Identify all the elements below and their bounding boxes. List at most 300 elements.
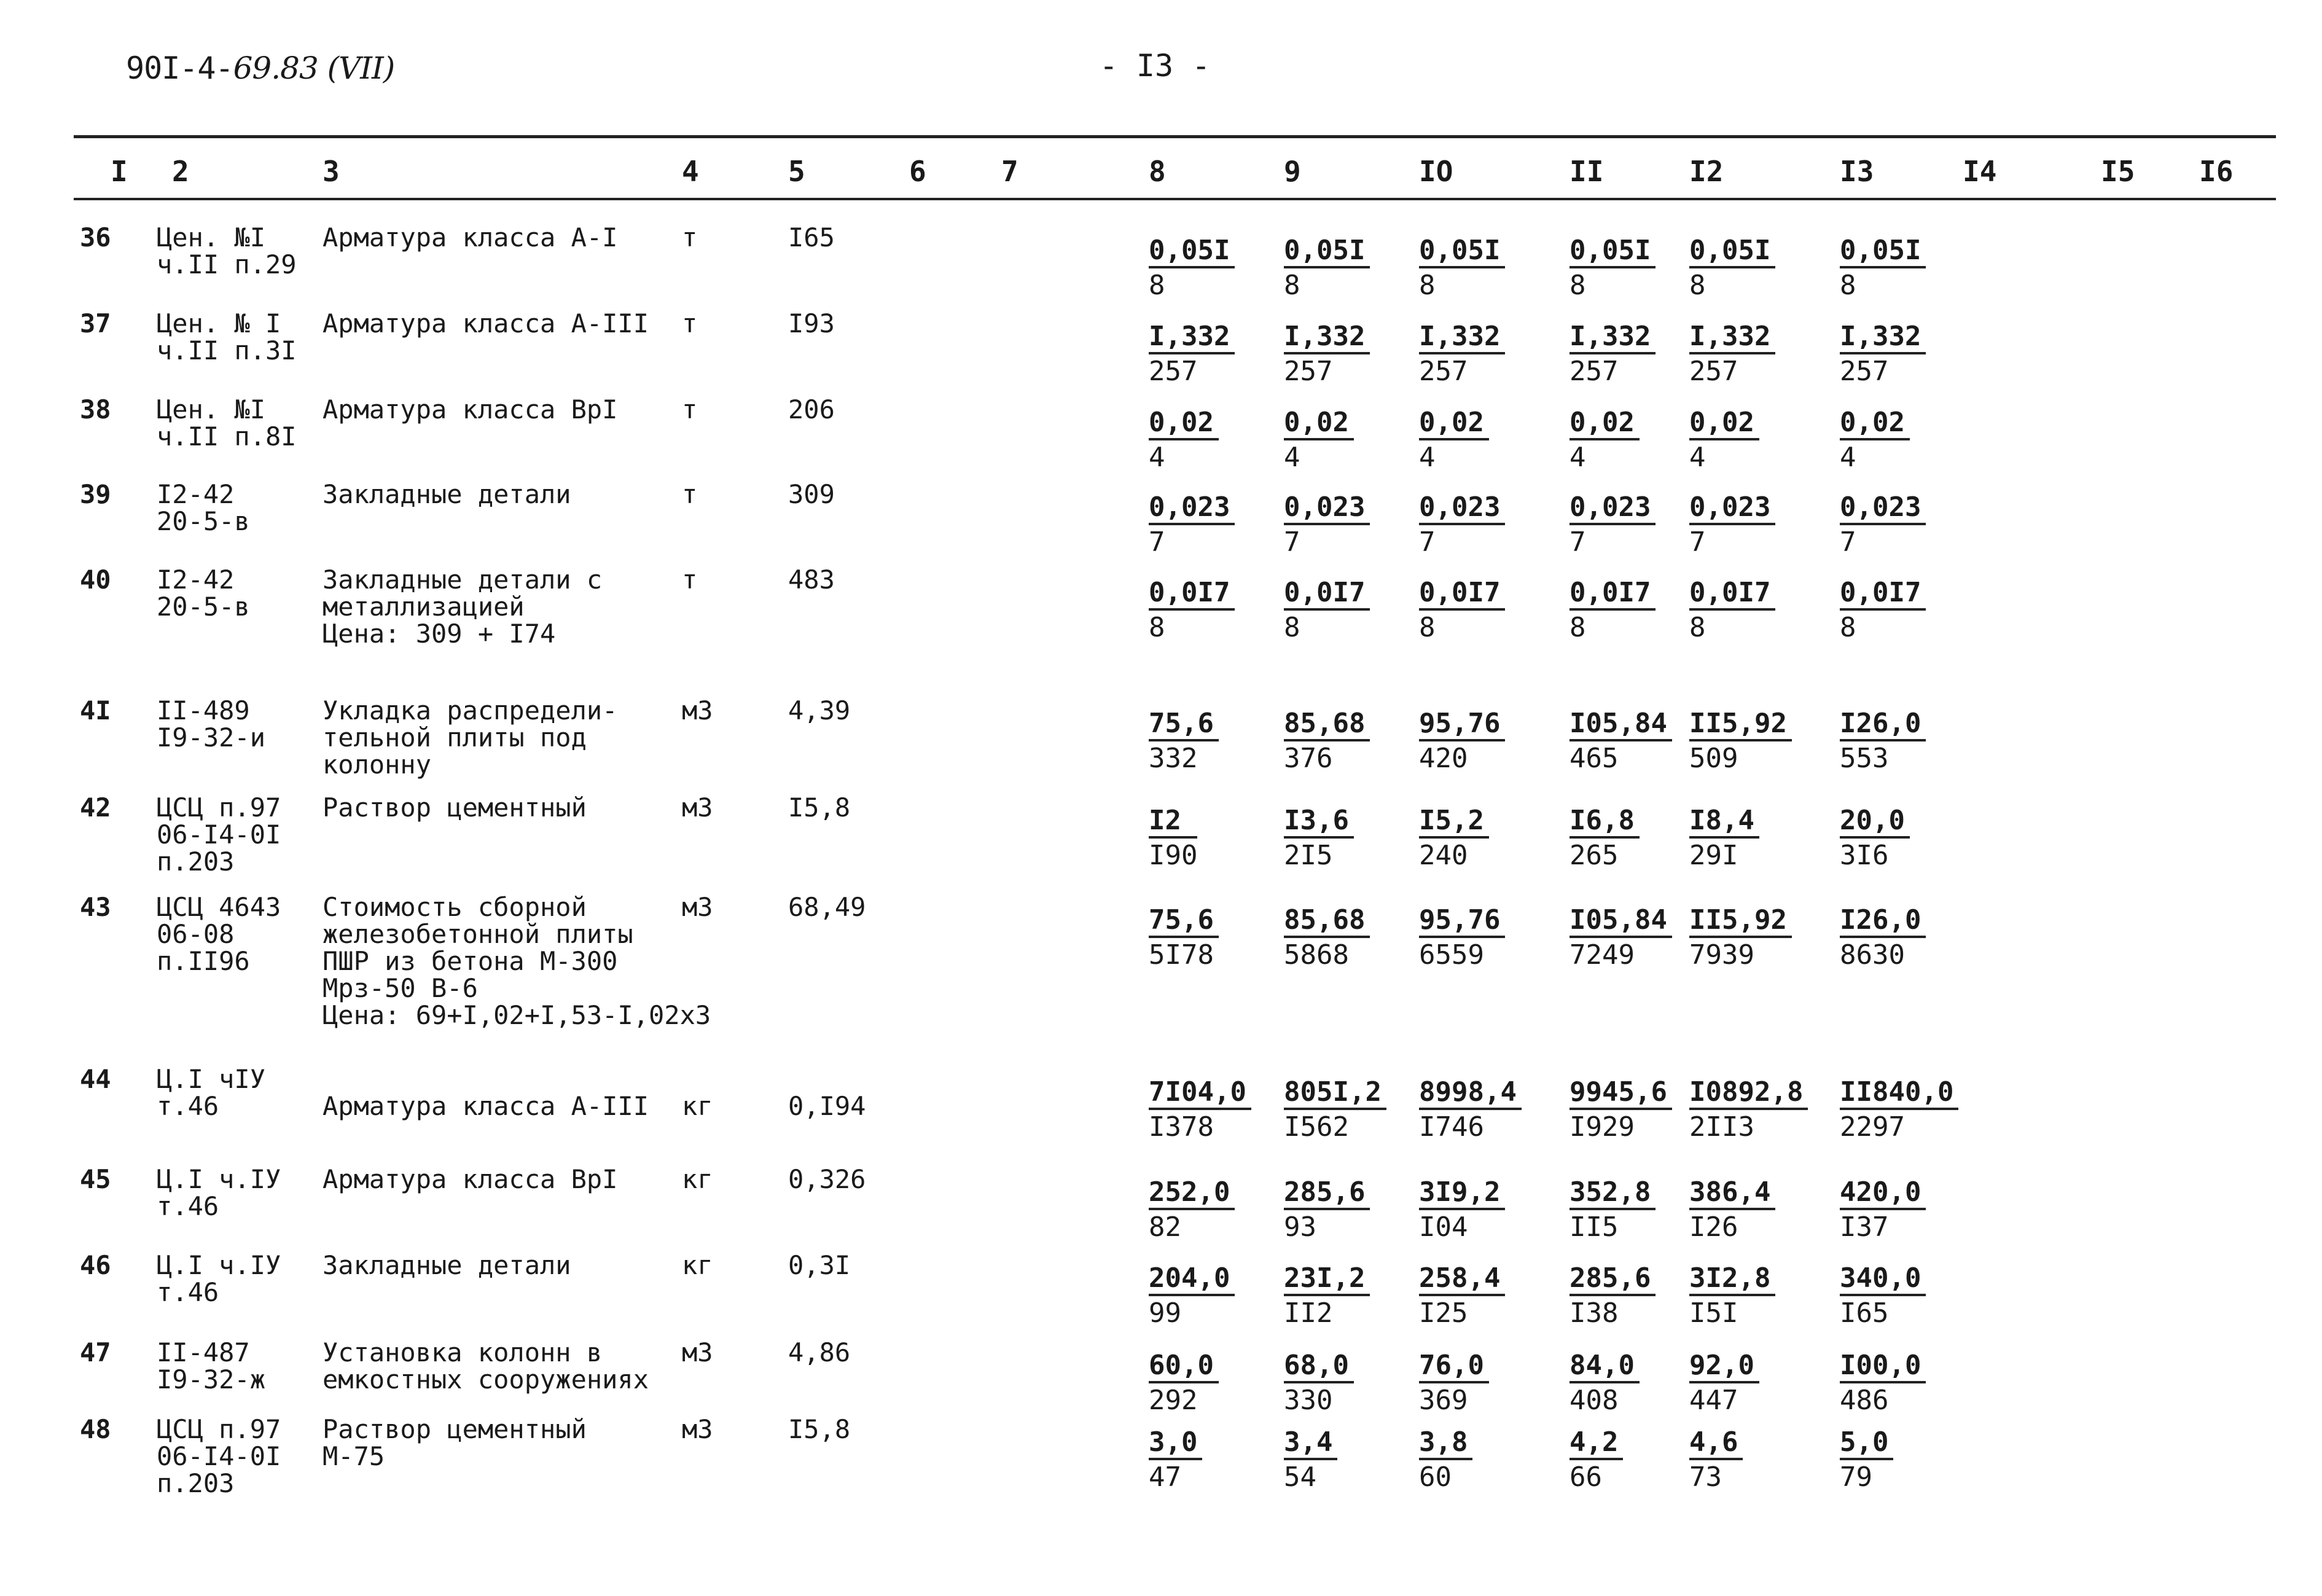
cost-value: I90 [1149, 840, 1198, 871]
cost-value: 93 [1284, 1211, 1316, 1243]
quantity-cost-cell [1419, 805, 1489, 873]
row-description: Арматура класса А-I [322, 222, 618, 252]
cost-value: 257 [1284, 356, 1333, 387]
cost-value: 7 [1149, 526, 1165, 558]
quantity-value: I26,0 [1840, 708, 1926, 741]
quantity-cost-cell [1689, 235, 1775, 303]
quantity-cost-cell [1284, 1427, 1337, 1495]
quantity-cost-cell [1419, 905, 1505, 972]
row-price: 206 [788, 394, 835, 424]
cost-value: I746 [1419, 1111, 1484, 1143]
cost-value: I562 [1284, 1111, 1349, 1143]
quantity-value: 0,0I7 [1570, 577, 1656, 611]
row-number: 43 [80, 892, 111, 922]
row-description: Закладные детали [322, 1250, 571, 1280]
quantity-value: 0,02 [1149, 407, 1219, 440]
quantity-cost-cell [1689, 407, 1759, 475]
row-unit: кг [682, 1091, 713, 1121]
quantity-value: 0,05I [1284, 235, 1370, 268]
quantity-value: 3I9,2 [1419, 1177, 1505, 1210]
cost-value: 8 [1284, 612, 1300, 643]
column-header: I4 [1963, 155, 1997, 188]
cost-value: 3I6 [1840, 840, 1889, 871]
quantity-value: 0,0I7 [1689, 577, 1775, 611]
row-price: 68,49 [788, 892, 866, 922]
quantity-value: II5,92 [1689, 905, 1792, 938]
cost-value: 4 [1840, 442, 1856, 473]
row-reference: I2-42 20-5-в [157, 565, 250, 622]
quantity-value: 3,0 [1149, 1427, 1202, 1460]
quantity-value: 0,02 [1840, 407, 1910, 440]
quantity-cost-cell [1284, 905, 1370, 972]
row-reference: Ц.I ч.IУ т.46 [157, 1250, 281, 1307]
quantity-cost-cell [1149, 1263, 1235, 1331]
quantity-cost-cell [1419, 1263, 1505, 1331]
row-number: 38 [80, 394, 111, 424]
cost-value: 257 [1840, 356, 1889, 387]
cost-value: II2 [1284, 1297, 1333, 1329]
column-header: 8 [1149, 155, 1166, 188]
quantity-cost-cell [1840, 321, 1926, 389]
row-reference: Цен. №I ч.II п.29 [157, 222, 297, 280]
cost-value: 8 [1689, 612, 1706, 643]
row-reference: Ц.I чIУ т.46 [157, 1064, 266, 1121]
column-header: I2 [1689, 155, 1724, 188]
cost-value: 8 [1149, 612, 1165, 643]
row-number: 44 [80, 1064, 111, 1094]
quantity-value: 0,02 [1419, 407, 1489, 440]
quantity-value: II840,0 [1840, 1077, 1958, 1110]
quantity-cost-cell [1840, 235, 1926, 303]
quantity-value: 0,05I [1419, 235, 1505, 268]
quantity-cost-cell [1689, 1077, 1808, 1144]
cost-value: 60 [1419, 1461, 1452, 1493]
quantity-value: 285,6 [1284, 1177, 1370, 1210]
quantity-value: 7I04,0 [1149, 1077, 1251, 1110]
quantity-value: 76,0 [1419, 1350, 1489, 1383]
cost-value: 79 [1840, 1461, 1872, 1493]
row-number: 37 [80, 308, 111, 338]
quantity-value: 0,0I7 [1284, 577, 1370, 611]
cost-value: 408 [1570, 1385, 1619, 1416]
quantity-value: 0,0I7 [1149, 577, 1235, 611]
quantity-cost-cell [1284, 1350, 1354, 1418]
quantity-cost-cell [1689, 1177, 1775, 1245]
quantity-value: 0,05I [1840, 235, 1926, 268]
quantity-cost-cell [1689, 577, 1775, 645]
quantity-value: I,332 [1689, 321, 1775, 354]
row-number: 47 [80, 1337, 111, 1367]
quantity-value: 23I,2 [1284, 1263, 1370, 1296]
row-number: 48 [80, 1414, 111, 1444]
quantity-cost-cell [1689, 1350, 1759, 1418]
quantity-cost-cell [1149, 235, 1235, 303]
cost-value: 4 [1419, 442, 1436, 473]
column-header: 3 [322, 155, 340, 188]
cost-value: 553 [1840, 743, 1889, 774]
row-number: 36 [80, 222, 111, 252]
cost-value: I378 [1149, 1111, 1214, 1143]
quantity-value: 4,2 [1570, 1427, 1623, 1460]
quantity-cost-cell [1840, 1077, 1958, 1144]
quantity-value: 92,0 [1689, 1350, 1759, 1383]
quantity-value: 386,4 [1689, 1177, 1775, 1210]
row-unit: т [682, 222, 698, 252]
column-header: I3 [1840, 155, 1874, 188]
cost-value: 447 [1689, 1385, 1738, 1416]
quantity-cost-cell [1570, 577, 1656, 645]
quantity-cost-cell [1419, 321, 1505, 389]
quantity-value: 0,023 [1570, 492, 1656, 525]
cost-value: 265 [1570, 840, 1619, 871]
column-header: 4 [682, 155, 699, 188]
quantity-value: 0,05I [1149, 235, 1235, 268]
row-unit: т [682, 565, 698, 595]
quantity-value: 0,02 [1284, 407, 1354, 440]
quantity-cost-cell [1570, 1177, 1656, 1245]
quantity-cost-cell [1419, 407, 1489, 475]
quantity-cost-cell [1149, 1077, 1251, 1144]
quantity-cost-cell [1689, 805, 1759, 873]
column-header: I [111, 155, 128, 188]
quantity-value: 204,0 [1149, 1263, 1235, 1296]
quantity-value: 84,0 [1570, 1350, 1640, 1383]
row-reference: II-487 I9-32-ж [157, 1337, 266, 1395]
cost-value: 8 [1284, 270, 1300, 301]
quantity-cost-cell [1570, 1350, 1640, 1418]
quantity-cost-cell [1689, 708, 1792, 776]
cost-value: 7 [1689, 526, 1706, 558]
quantity-value: I,332 [1570, 321, 1656, 354]
cost-value: 29I [1689, 840, 1738, 871]
cost-value: 509 [1689, 743, 1738, 774]
quantity-cost-cell [1419, 708, 1505, 776]
cost-value: 369 [1419, 1385, 1468, 1416]
quantity-cost-cell [1284, 407, 1354, 475]
cost-value: 257 [1570, 356, 1619, 387]
quantity-value: I0892,8 [1689, 1077, 1808, 1110]
row-number: 40 [80, 565, 111, 595]
quantity-value: 75,6 [1149, 708, 1219, 741]
quantity-cost-cell [1284, 1263, 1370, 1331]
cost-value: 8 [1570, 270, 1586, 301]
cost-value: I5I [1689, 1297, 1738, 1329]
quantity-value: 0,02 [1689, 407, 1759, 440]
cost-value: 330 [1284, 1385, 1333, 1416]
quantity-value: 9945,6 [1570, 1077, 1672, 1110]
row-price: 0,3I [788, 1250, 851, 1280]
row-reference: Ц.I ч.IУ т.46 [157, 1164, 281, 1221]
cost-value: 376 [1284, 743, 1333, 774]
cost-value: 7249 [1570, 939, 1635, 971]
row-price: I5,8 [788, 792, 851, 823]
cost-value: I38 [1570, 1297, 1619, 1329]
quantity-cost-cell [1149, 492, 1235, 560]
cost-value: 2II3 [1689, 1111, 1754, 1143]
quantity-value: 0,023 [1284, 492, 1370, 525]
quantity-cost-cell [1570, 321, 1656, 389]
row-number: 4I [80, 695, 111, 726]
column-header: 2 [172, 155, 189, 188]
quantity-cost-cell [1284, 1077, 1386, 1144]
quantity-value: 95,76 [1419, 905, 1505, 938]
quantity-cost-cell [1689, 1263, 1775, 1331]
quantity-cost-cell [1570, 1263, 1656, 1331]
cost-value: 4 [1689, 442, 1706, 473]
row-reference: Цен. № I ч.II п.3I [157, 308, 297, 366]
table-header-rule [74, 198, 2276, 200]
column-header: 7 [1001, 155, 1018, 188]
column-header: 9 [1284, 155, 1301, 188]
document-code [126, 50, 394, 86]
row-unit: м3 [682, 792, 713, 823]
quantity-value: 75,6 [1149, 905, 1219, 938]
quantity-cost-cell [1570, 492, 1656, 560]
quantity-cost-cell [1284, 577, 1370, 645]
quantity-value: 68,0 [1284, 1350, 1354, 1383]
quantity-value: 4,6 [1689, 1427, 1743, 1460]
cost-value: 73 [1689, 1461, 1722, 1493]
quantity-value: 3,8 [1419, 1427, 1472, 1460]
quantity-cost-cell [1570, 1077, 1672, 1144]
quantity-value: 85,68 [1284, 708, 1370, 741]
row-reference: ЦСЦ п.97 06-I4-0I п.203 [157, 792, 281, 877]
quantity-value: 95,76 [1419, 708, 1505, 741]
quantity-cost-cell [1149, 708, 1219, 776]
row-description: Раствор цементный [322, 792, 587, 823]
row-unit: т [682, 479, 698, 509]
cost-value: II5 [1570, 1211, 1619, 1243]
cost-value: I25 [1419, 1297, 1468, 1329]
quantity-value: 85,68 [1284, 905, 1370, 938]
table-top-rule [74, 135, 2276, 138]
quantity-value: I8,4 [1689, 805, 1759, 839]
row-description: Укладка распредели- тельной плиты под колонну [322, 695, 618, 780]
row-reference: Цен. №I ч.II п.8I [157, 394, 297, 452]
row-number: 39 [80, 479, 111, 509]
quantity-cost-cell [1419, 1077, 1522, 1144]
row-unit: т [682, 308, 698, 338]
quantity-value: 0,023 [1149, 492, 1235, 525]
quantity-cost-cell [1149, 1427, 1202, 1495]
quantity-value: 60,0 [1149, 1350, 1219, 1383]
quantity-value: 420,0 [1840, 1177, 1926, 1210]
quantity-value: I6,8 [1570, 805, 1640, 839]
row-price: I93 [788, 308, 835, 338]
row-unit: м3 [682, 1414, 713, 1444]
cost-value: 465 [1570, 743, 1619, 774]
quantity-cost-cell [1840, 1177, 1926, 1245]
quantity-cost-cell [1840, 407, 1910, 475]
cost-value: I26 [1689, 1211, 1738, 1243]
quantity-cost-cell [1840, 1350, 1926, 1418]
cost-value: 6559 [1419, 939, 1484, 971]
quantity-cost-cell [1570, 407, 1640, 475]
cost-value: 2I5 [1284, 840, 1333, 871]
cost-value: I929 [1570, 1111, 1635, 1143]
quantity-cost-cell [1840, 1427, 1893, 1495]
row-number: 46 [80, 1250, 111, 1280]
quantity-cost-cell [1840, 708, 1926, 776]
quantity-value: I3,6 [1284, 805, 1354, 839]
row-description: Закладные детали с металлизацией Цена: 309 + I74 [322, 565, 603, 649]
quantity-value: 5,0 [1840, 1427, 1893, 1460]
quantity-cost-cell [1689, 905, 1792, 972]
row-unit: м3 [682, 892, 713, 922]
row-price: 309 [788, 479, 835, 509]
quantity-cost-cell [1419, 1350, 1489, 1418]
quantity-cost-cell [1840, 492, 1926, 560]
row-description: Арматура класса ВрI [322, 1164, 618, 1194]
cost-value: 8 [1689, 270, 1706, 301]
row-description: Установка колонн в емкостных сооружениях [322, 1337, 649, 1395]
row-description: Раствор цементный М-75 [322, 1414, 587, 1471]
cost-value: 5I78 [1149, 939, 1214, 971]
cost-value: I04 [1419, 1211, 1468, 1243]
quantity-value: I05,84 [1570, 708, 1672, 741]
cost-value: 7 [1284, 526, 1300, 558]
cost-value: 7 [1419, 526, 1436, 558]
quantity-value: 340,0 [1840, 1263, 1926, 1296]
row-unit: м3 [682, 695, 713, 726]
quantity-value: I,332 [1419, 321, 1505, 354]
quantity-cost-cell [1149, 407, 1219, 475]
cost-value: 82 [1149, 1211, 1181, 1243]
cost-value: 8630 [1840, 939, 1905, 971]
cost-value: 4 [1149, 442, 1165, 473]
quantity-cost-cell [1570, 1427, 1623, 1495]
quantity-value: 0,023 [1689, 492, 1775, 525]
row-price: 483 [788, 565, 835, 595]
row-description: Закладные детали [322, 479, 571, 509]
quantity-value: I,332 [1149, 321, 1235, 354]
quantity-cost-cell [1149, 1350, 1219, 1418]
quantity-cost-cell [1840, 577, 1926, 645]
cost-value: 257 [1419, 356, 1468, 387]
quantity-value: 352,8 [1570, 1177, 1656, 1210]
column-header: I5 [2101, 155, 2135, 188]
cost-value: 8 [1570, 612, 1586, 643]
document-code-handwritten: 69.83 (VII) [233, 50, 395, 86]
quantity-value: 805I,2 [1284, 1077, 1386, 1110]
quantity-value: I26,0 [1840, 905, 1926, 938]
row-price: 0,I94 [788, 1091, 866, 1121]
document-code-printed: 90I-4- [126, 50, 233, 86]
quantity-cost-cell [1419, 492, 1505, 560]
quantity-cost-cell [1149, 577, 1235, 645]
row-number: 45 [80, 1164, 111, 1194]
quantity-value: I,332 [1284, 321, 1370, 354]
cost-value: 8 [1840, 612, 1856, 643]
quantity-value: I00,0 [1840, 1350, 1926, 1383]
column-header: 6 [909, 155, 926, 188]
cost-value: 7 [1840, 526, 1856, 558]
quantity-value: 20,0 [1840, 805, 1910, 839]
quantity-value: 0,05I [1689, 235, 1775, 268]
quantity-cost-cell [1570, 708, 1672, 776]
row-description: Стоимость сборной железобетонной плиты ПШР из бетона М-300 Мрз-50 В-6 Цена: 69+I,02+I,53-I,02х3 [322, 892, 711, 1030]
row-unit: кг [682, 1250, 713, 1280]
quantity-value: 3I2,8 [1689, 1263, 1775, 1296]
cost-value: 4 [1284, 442, 1300, 473]
cost-value: 486 [1840, 1385, 1889, 1416]
quantity-cost-cell [1284, 805, 1354, 873]
quantity-value: I2 [1149, 805, 1197, 839]
quantity-value: 0,023 [1840, 492, 1926, 525]
quantity-value: 0,05I [1570, 235, 1656, 268]
cost-value: 420 [1419, 743, 1468, 774]
quantity-value: 0,02 [1570, 407, 1640, 440]
cost-value: 257 [1149, 356, 1198, 387]
quantity-cost-cell [1284, 235, 1370, 303]
quantity-value: 258,4 [1419, 1263, 1505, 1296]
cost-value: 7 [1570, 526, 1586, 558]
row-price: I65 [788, 222, 835, 252]
row-price: 4,86 [788, 1337, 851, 1367]
quantity-cost-cell [1570, 805, 1640, 873]
row-description: Арматура класса А-III [322, 1091, 649, 1121]
quantity-cost-cell [1284, 492, 1370, 560]
quantity-value: I,332 [1840, 321, 1926, 354]
cost-value: 240 [1419, 840, 1468, 871]
quantity-cost-cell [1419, 1427, 1472, 1495]
quantity-value: 8998,4 [1419, 1077, 1522, 1110]
cost-value: 66 [1570, 1461, 1602, 1493]
quantity-value: 0,0I7 [1419, 577, 1505, 611]
quantity-value: I5,2 [1419, 805, 1489, 839]
quantity-cost-cell [1284, 321, 1370, 389]
quantity-value: II5,92 [1689, 708, 1792, 741]
row-price: 0,326 [788, 1164, 866, 1194]
quantity-cost-cell [1570, 905, 1672, 972]
quantity-cost-cell [1689, 321, 1775, 389]
quantity-cost-cell [1840, 805, 1910, 873]
column-header: IO [1419, 155, 1453, 188]
quantity-value: 0,0I7 [1840, 577, 1926, 611]
cost-value: 8 [1149, 270, 1165, 301]
row-unit: кг [682, 1164, 713, 1194]
row-price: I5,8 [788, 1414, 851, 1444]
cost-value: 8 [1419, 612, 1436, 643]
quantity-cost-cell [1840, 1263, 1926, 1331]
cost-value: 292 [1149, 1385, 1198, 1416]
quantity-cost-cell [1149, 321, 1235, 389]
quantity-value: I05,84 [1570, 905, 1672, 938]
cost-value: 332 [1149, 743, 1198, 774]
column-header: 5 [788, 155, 805, 188]
row-description: Арматура класса А-III [322, 308, 649, 338]
quantity-cost-cell [1419, 1177, 1505, 1245]
quantity-cost-cell [1419, 235, 1505, 303]
quantity-value: 252,0 [1149, 1177, 1235, 1210]
cost-value: 8 [1840, 270, 1856, 301]
cost-value: 5868 [1284, 939, 1349, 971]
column-header: I6 [2199, 155, 2234, 188]
quantity-cost-cell [1689, 492, 1775, 560]
cost-value: 4 [1570, 442, 1586, 473]
quantity-value: 285,6 [1570, 1263, 1656, 1296]
quantity-value: 0,023 [1419, 492, 1505, 525]
quantity-cost-cell [1570, 235, 1656, 303]
quantity-cost-cell [1689, 1427, 1743, 1495]
row-number: 42 [80, 792, 111, 823]
cost-value: 8 [1419, 270, 1436, 301]
cost-value: I37 [1840, 1211, 1889, 1243]
row-unit: м3 [682, 1337, 713, 1367]
quantity-cost-cell [1149, 805, 1197, 873]
row-reference: ЦСЦ 4643 06-08 п.II96 [157, 892, 281, 976]
cost-value: I65 [1840, 1297, 1889, 1329]
